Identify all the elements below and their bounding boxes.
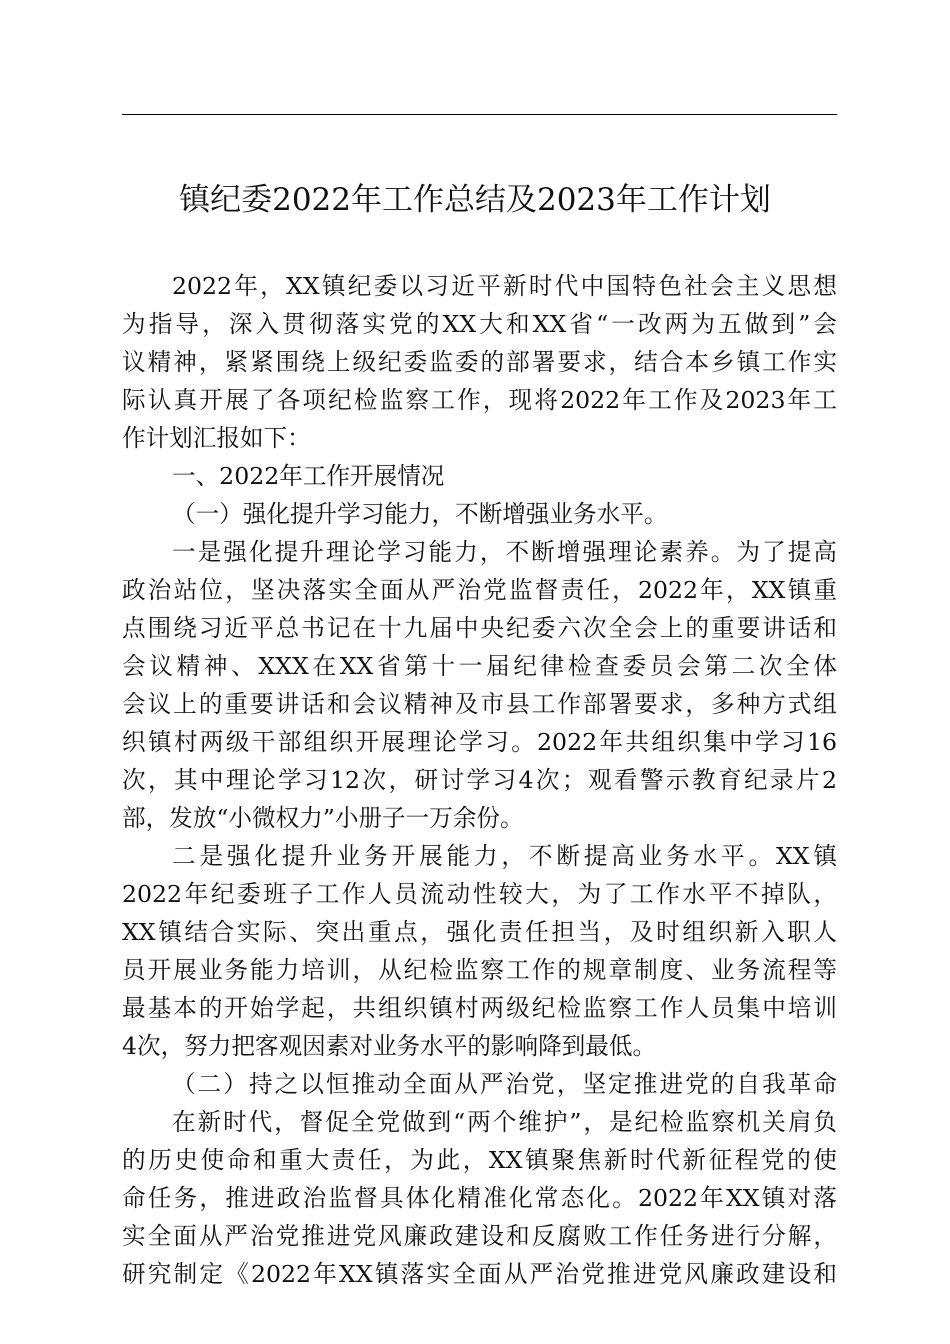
body-line: 员开展业务能力培训，从纪检监察工作的规章制度、业务流程等 (122, 956, 837, 984)
body-line: 一、2022年工作开展情况 (172, 462, 445, 490)
body-line: 的历史使命和重大责任，为此，XX镇聚焦新时代新征程党的使 (122, 1146, 837, 1174)
body-line: 作计划汇报如下： (122, 424, 311, 452)
document-title: 镇纪委2022年工作总结及2023年工作计划 (179, 182, 771, 218)
body-line: 会议上的重要讲话和会议精神及市县工作部署要求，多种方式组 (122, 690, 837, 718)
body-line: 议精神，紧紧围绕上级纪委监委的部署要求，结合本乡镇工作实 (122, 348, 837, 376)
body-line: 二是强化提升业务开展能力，不断提高业务水平。XX镇 (172, 842, 837, 870)
body-line: 会议精神、XXX在XX省第十一届纪律检查委员会第二次全体 (122, 652, 837, 680)
body-line: XX镇结合实际、突出重点，强化责任担当，及时组织新入职人 (122, 918, 837, 946)
body-line: 命任务，推进政治监督具体化精准化常态化。2022年XX镇对落 (122, 1184, 837, 1212)
body-line: 部，发放“小微权力”小册子一万余份。 (122, 804, 524, 832)
body-line: 点围绕习近平总书记在十九届中央纪委六次全会上的重要讲话和 (122, 614, 837, 642)
body-line: （二）持之以恒推动全面从严治党，坚定推进党的自我革命 (172, 1070, 837, 1098)
body-line: 政治站位，坚决落实全面从严治党监督责任，2022年，XX镇重 (122, 576, 837, 604)
header-rule (122, 114, 837, 115)
body-line: 次，其中理论学习12次，研讨学习4次；观看警示教育纪录片2 (122, 766, 837, 794)
body-line: 在新时代，督促全党做到“两个维护”，是纪检监察机关肩负 (172, 1108, 837, 1136)
body-line: 织镇村两级干部组织开展理论学习。2022年共组织集中学习16 (122, 728, 837, 756)
body-line: 研究制定《2022年XX镇落实全面从严治党推进党风廉政建设和 (122, 1260, 837, 1288)
body-line: 际认真开展了各项纪检监察工作，现将2022年工作及2023年工 (122, 386, 837, 414)
body-line: 最基本的开始学起，共组织镇村两级纪检监察工作人员集中培训 (122, 994, 837, 1022)
body-line: 为指导，深入贯彻落实党的XX大和XX省“一改两为五做到”会 (122, 310, 837, 338)
body-line: 2022年纪委班子工作人员流动性较大，为了工作水平不掉队， (122, 880, 837, 908)
document-body (122, 267, 837, 1293)
body-line: 2022年，XX镇纪委以习近平新时代中国特色社会主义思想 (172, 272, 837, 300)
body-line: 4次，努力把客观因素对业务水平的影响降到最低。 (122, 1032, 657, 1060)
body-line: 一是强化提升理论学习能力，不断增强理论素养。为了提高 (172, 538, 837, 566)
body-line: 实全面从严治党推进党风廉政建设和反腐败工作任务进行分解， (122, 1222, 837, 1250)
body-line: （一）强化提升学习能力，不断增强业务水平。 (172, 500, 668, 528)
